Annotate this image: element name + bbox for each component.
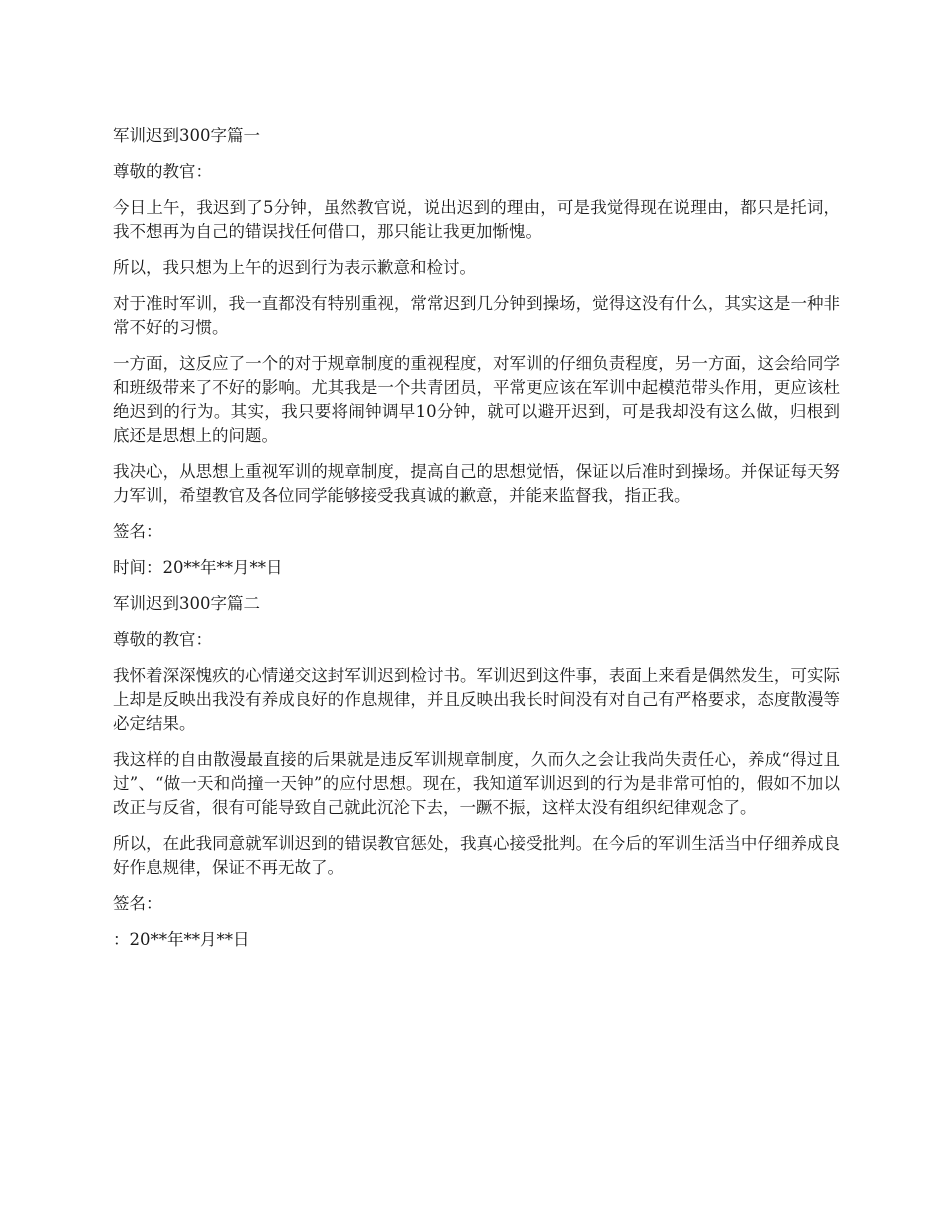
date-line-1: 时间：20**年**月**日 — [113, 558, 283, 577]
document-body — [113, 124, 840, 964]
date-line-2: ：20**年**月**日 — [113, 930, 250, 949]
paragraph: 对于准时军训，我一直都没有特别重视，常常迟到几分钟到操场，觉得这没有什么，其实这是一种非常不好的习惯。 — [113, 294, 840, 337]
paragraph: 我怀着深深愧疚的心情递交这封军训迟到检讨书。军训迟到这件事，表面上来看是偶然发生，可实际上却是反映出我没有养成良好的作息规律，并且反映出我长时间没有对自己有严格要求，态度散漫等必定结果。 — [113, 666, 840, 733]
paragraph: 所以，我只想为上午的迟到行为表示歉意和检讨。 — [113, 258, 476, 277]
signature-line-1: 签名： — [113, 522, 163, 541]
paragraph: 我决心，从思想上重视军训的规章制度，提高自己的思想觉悟，保证以后准时到操场。并保证每天努力军训，希望教官及各位同学能够接受我真诚的歉意，并能来监督我，指正我。 — [113, 462, 840, 505]
paragraph: 今日上午，我迟到了5分钟，虽然教官说，说出迟到的理由，可是我觉得现在说理由，都只是托词，我不想再为自己的错误找任何借口，那只能让我更加惭愧。 — [113, 198, 840, 241]
paragraph: 所以，在此我同意就军训迟到的错误教官惩处，我真心接受批判。在今后的军训生活当中仔细养成良好作息规律，保证不再无故了。 — [113, 834, 840, 877]
paragraph: 一方面，这反应了一个的对于规章制度的重视程度，对军训的仔细负责程度，另一方面，这会给同学和班级带来了不好的影响。尤其我是一个共青团员，平常更应该在军训中起模范带头作用，更应该杜绝迟到的行为。其实，我只要将闹钟调早10分钟，就可以避开迟到，可是我却没有这么做，归根到底还是思想上的问题。 — [113, 354, 840, 445]
paragraph: 我这样的自由散漫最直接的后果就是违反军训规章制度，久而久之会让我尚失责任心，养成“得过且过”、“做一天和尚撞一天钟”的应付思想。现在，我知道军训迟到的行为是非常可怕的，假如不加以改正与反省，很有可能导致自己就此沉沦下去，一蹶不振，这样太没有组织纪律观念了。 — [113, 750, 840, 817]
salutation-2: 尊敬的教官： — [113, 630, 212, 649]
section-title-1: 军训迟到300字篇一 — [113, 126, 260, 145]
signature-line-2: 签名： — [113, 894, 163, 913]
section-title-2: 军训迟到300字篇二 — [113, 594, 260, 613]
salutation-1: 尊敬的教官： — [113, 162, 212, 181]
